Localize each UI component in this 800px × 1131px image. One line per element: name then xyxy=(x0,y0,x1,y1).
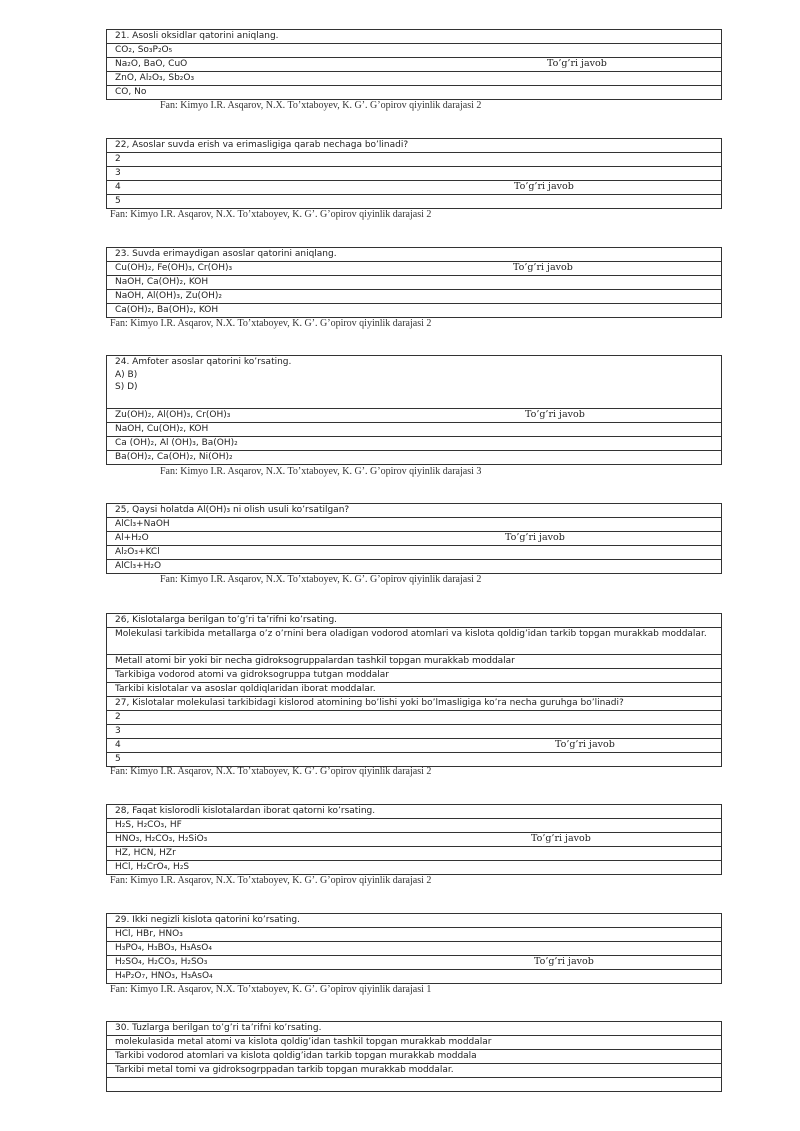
question-title: 27, Kislotalar molekulasi tarkibidagi kislorod atomining bo’lishi yoki bo’lmasligiga ko’ra necha guruhga bo’linadi? xyxy=(107,697,722,711)
answer-option-empty xyxy=(107,1078,722,1092)
answer-option: Tarkibiga vodorod atomi va gidroksogruppa tutgan moddalar xyxy=(107,669,722,683)
answer-option: Metall atomi bir yoki bir necha gidroksogruppalardan tashkil topgan murakkab moddalar xyxy=(107,655,722,669)
answer-option: Tarkibi kislotalar va asoslar qoldiqlaridan iborat moddalar. xyxy=(107,683,722,697)
source-line: Fan: Kimyo I.R. Asqarov, N.X. To’xtaboyev, K. G’. G’opirov qiyinlik darajasi 2 xyxy=(160,574,482,585)
correct-answer-mark: To’g’ri javob xyxy=(555,739,615,750)
question-23 xyxy=(106,247,722,318)
correct-answer-mark: To’g’ri javob xyxy=(534,956,594,967)
correct-answer-mark: To’g’ri javob xyxy=(547,58,607,69)
correct-answer-mark: To’g’ri javob xyxy=(514,181,574,192)
question-title: 21. Asosli oksidlar qatorini aniqlang. xyxy=(107,30,722,44)
sub-line: S) D) xyxy=(115,382,138,392)
question-26-27 xyxy=(106,613,722,767)
answer-option: CO₂, So₃P₂O₅ xyxy=(107,44,722,58)
question-30 xyxy=(106,1021,722,1092)
answer-option: NaOH, Ca(OH)₂, KOH xyxy=(107,276,722,290)
question-title: 26, Kislotalarga berilgan to’g’ri ta’rifni ko’rsating. xyxy=(107,614,722,628)
answer-option: Na₂O, BaO, CuO To’g’ri javob xyxy=(107,58,722,72)
answer-option: H₄P₂O₇, HNO₃, H₃AsO₄ xyxy=(107,970,722,984)
answer-option: Al₂O₃+KCl xyxy=(107,546,722,560)
source-line: Fan: Kimyo I.R. Asqarov, N.X. To’xtaboyev, K. G’. G’opirov qiyinlik darajasi 2 xyxy=(110,318,432,329)
answer-option: H₃PO₄, H₃BO₃, H₃AsO₄ xyxy=(107,942,722,956)
answer-option: HNO₃, H₂CO₃, H₂SiO₃ To’g’ri javob xyxy=(107,833,722,847)
correct-answer-mark: To’g’ri javob xyxy=(525,409,585,420)
answer-option: 5 xyxy=(107,753,722,767)
answer-option: Ba(OH)₂, Ca(OH)₂, Ni(OH)₂ xyxy=(107,451,722,465)
answer-option: Al+H₂O To’g’ri javob xyxy=(107,532,722,546)
question-title: 30. Tuzlarga berilgan to’g’ri ta’rifni ko’rsating. xyxy=(107,1022,722,1036)
question-title: 23. Suvda erimaydigan asoslar qatorini aniqlang. xyxy=(107,248,722,262)
answer-option: HZ, HCN, HZr xyxy=(107,847,722,861)
question-29 xyxy=(106,913,722,984)
question-21 xyxy=(106,29,722,100)
answer-option: Ca(OH)₂, Ba(OH)₂, KOH xyxy=(107,304,722,318)
answer-option: HCl, H₂CrO₄, H₂S xyxy=(107,861,722,875)
question-title: 25, Qaysi holatda Al(OH)₃ ni olish usuli ko’rsatilgan? xyxy=(107,504,722,518)
answer-option: ZnO, Al₂O₃, Sb₂O₃ xyxy=(107,72,722,86)
question-title: 22, Asoslar suvda erish va erimasligiga qarab nechaga bo’linadi? xyxy=(107,139,722,153)
source-line: Fan: Kimyo I.R. Asqarov, N.X. To’xtaboyev, K. G’. G’opirov qiyinlik darajasi 2 xyxy=(110,875,432,886)
correct-answer-mark: To’g’ri javob xyxy=(505,532,565,543)
question-28 xyxy=(106,804,722,875)
answer-option: NaOH, Al(OH)₃, Zu(OH)₂ xyxy=(107,290,722,304)
answer-option: molekulasida metal atomi va kislota qoldig’idan tashkil topgan murakkab moddalar xyxy=(107,1036,722,1050)
source-line: Fan: Kimyo I.R. Asqarov, N.X. To’xtaboyev, K. G’. G’opirov qiyinlik darajasi 2 xyxy=(160,100,482,111)
source-line: Fan: Kimyo I.R. Asqarov, N.X. To’xtaboyev, K. G’. G’opirov qiyinlik darajasi 1 xyxy=(110,984,432,995)
answer-option: 2 xyxy=(107,711,722,725)
answer-option: Zu(OH)₂, Al(OH)₃, Cr(OH)₃ To’g’ri javob xyxy=(107,409,722,423)
answer-option: H₂S, H₂CO₃, HF xyxy=(107,819,722,833)
sub-line: A) B) xyxy=(115,369,138,380)
answer-option: 5 xyxy=(107,195,722,209)
answer-option: 4 To’g’ri javob xyxy=(107,739,722,753)
answer-option: HCl, HBr, HNO₃ xyxy=(107,928,722,942)
question-22 xyxy=(106,138,722,209)
answer-option: Ca (OH)₂, Al (OH)₃, Ba(OH)₂ xyxy=(107,437,722,451)
source-line: Fan: Kimyo I.R. Asqarov, N.X. To’xtaboyev, K. G’. G’opirov qiyinlik darajasi 2 xyxy=(110,209,432,220)
answer-option: CO, No xyxy=(107,86,722,100)
answer-option: NaOH, Cu(OH)₂, KOH xyxy=(107,423,722,437)
source-line: Fan: Kimyo I.R. Asqarov, N.X. To’xtaboyev, K. G’. G’opirov qiyinlik darajasi 2 xyxy=(110,766,432,777)
question-title: 29. Ikki negizli kislota qatorini ko’rsating. xyxy=(107,914,722,928)
correct-answer-mark: To’g’ri javob xyxy=(513,262,573,273)
question-title: 24. Amfoter asoslar qatorini ko’rsating. A) B) S) D) xyxy=(107,356,722,409)
source-line: Fan: Kimyo I.R. Asqarov, N.X. To’xtaboyev, K. G’. G’opirov qiyinlik darajasi 3 xyxy=(160,466,482,477)
answer-option: Molekulasi tarkibida metallarga o’z o’rnini bera oladigan vodorod atomlari va kislota qoldig’idan tarkib topgan murakkab moddalar. xyxy=(107,628,722,655)
answer-option: Tarkibi metal tomi va gidroksogrppadan tarkib topgan murakkab moddalar. xyxy=(107,1064,722,1078)
answer-option: 3 xyxy=(107,167,722,181)
answer-option: AlCl₃+NaOH xyxy=(107,518,722,532)
answer-option: 3 xyxy=(107,725,722,739)
question-25 xyxy=(106,503,722,574)
question-title: 28, Faqat kislorodli kislotalardan iborat qatorni ko’rsating. xyxy=(107,805,722,819)
answer-option: Tarkibi vodorod atomlari va kislota qoldig’idan tarkib topgan murakkab moddala xyxy=(107,1050,722,1064)
answer-option: H₂SO₄, H₂CO₃, H₂SO₃ To’g’ri javob xyxy=(107,956,722,970)
answer-option: 2 xyxy=(107,153,722,167)
answer-option: AlCl₃+H₂O xyxy=(107,560,722,574)
answer-option: Cu(OH)₂, Fe(OH)₃, Cr(OH)₃ To’g’ri javob xyxy=(107,262,722,276)
question-24 xyxy=(106,355,722,465)
correct-answer-mark: To’g’ri javob xyxy=(531,833,591,844)
answer-option: 4 To’g’ri javob xyxy=(107,181,722,195)
